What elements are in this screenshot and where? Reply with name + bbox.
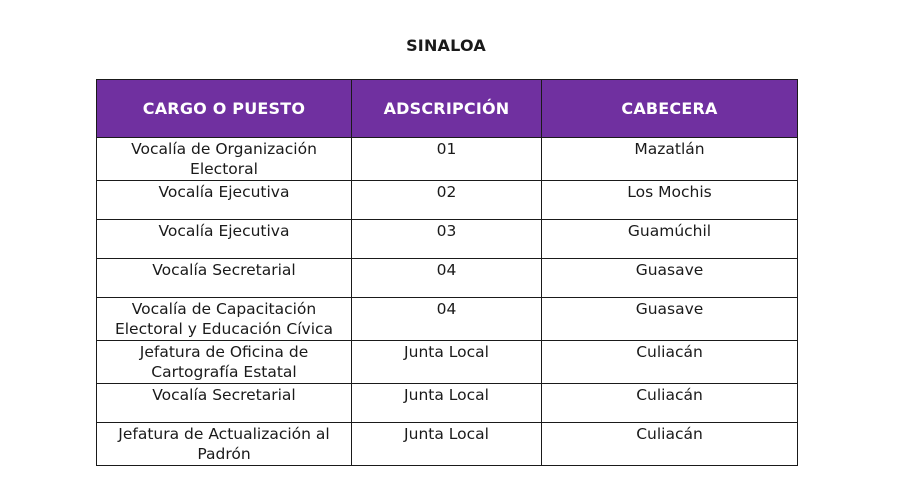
cell-cabecera: Guasave <box>542 259 798 298</box>
cell-adscripcion: Junta Local <box>352 423 542 466</box>
cell-cabecera: Culiacán <box>542 423 798 466</box>
table-row <box>97 259 798 298</box>
cell-cargo: Jefatura de Actualización al Padrón <box>97 423 352 466</box>
cell-cabecera: Mazatlán <box>542 138 798 181</box>
cell-cargo: Vocalía Secretarial <box>97 384 352 423</box>
table-header-row <box>97 80 798 138</box>
cell-adscripcion: 04 <box>352 259 542 298</box>
cell-cabecera: Guamúchil <box>542 220 798 259</box>
cell-cabecera: Culiacán <box>542 341 798 384</box>
page-title: SINALOA <box>406 36 486 55</box>
header-adscripcion: ADSCRIPCIÓN <box>352 80 542 138</box>
cell-cabecera: Culiacán <box>542 384 798 423</box>
header-cargo: CARGO O PUESTO <box>97 80 352 138</box>
cell-adscripcion: 02 <box>352 181 542 220</box>
table-row <box>97 220 798 259</box>
cell-adscripcion: Junta Local <box>352 341 542 384</box>
table-row <box>97 341 798 384</box>
table-row <box>97 181 798 220</box>
table-row <box>97 384 798 423</box>
cell-cabecera: Guasave <box>542 298 798 341</box>
cell-cargo: Jefatura de Oficina de Cartografía Estatal <box>97 341 352 384</box>
header-cabecera: CABECERA <box>542 80 798 138</box>
cell-adscripcion: 04 <box>352 298 542 341</box>
cell-adscripcion: 03 <box>352 220 542 259</box>
cell-cabecera: Los Mochis <box>542 181 798 220</box>
cell-adscripcion: Junta Local <box>352 384 542 423</box>
table-row <box>97 298 798 341</box>
cell-cargo: Vocalía de Organización Electoral <box>97 138 352 181</box>
cell-cargo: Vocalía Secretarial <box>97 259 352 298</box>
table-row <box>97 423 798 466</box>
positions-table <box>96 79 798 466</box>
cell-adscripcion: 01 <box>352 138 542 181</box>
cell-cargo: Vocalía Ejecutiva <box>97 220 352 259</box>
cell-cargo: Vocalía de Capacitación Electoral y Educación Cívica <box>97 298 352 341</box>
table-row <box>97 138 798 181</box>
cell-cargo: Vocalía Ejecutiva <box>97 181 352 220</box>
